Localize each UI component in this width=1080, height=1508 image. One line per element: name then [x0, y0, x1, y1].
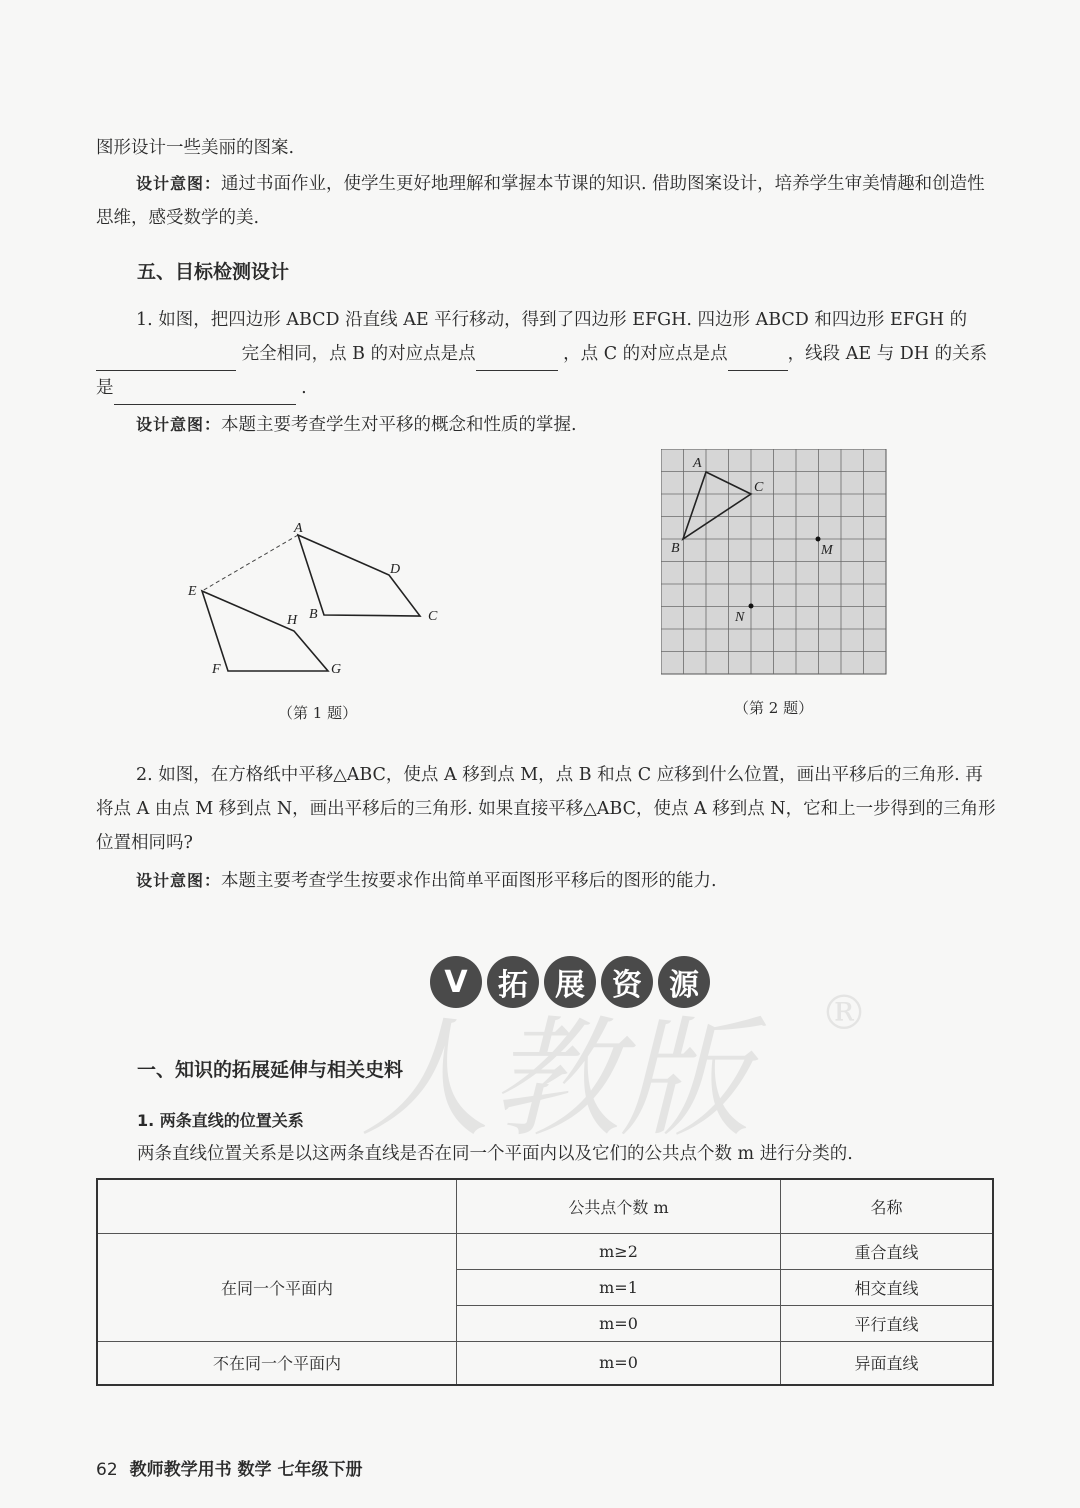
design-intent-text: 通过书面作业，使学生更好地理解和掌握本节课的知识. 借助图案设计，培养学生审美情趣和创造性思维，感受数学的美.: [96, 174, 985, 228]
table-cell-name: 相交直线: [781, 1269, 994, 1305]
label-n: N: [735, 610, 745, 625]
table-row: [97, 1233, 993, 1269]
question-2: 2. 如图，在方格纸中平移△ABC，使点 A 移到点 M，点 B 和点 C 应移到什么位置，画出平移后的三角形. 再将点 A 由点 M 移到点 N，画出平移后的三角形. 如果直接平移△ABC，使点 A 移到点 N，它和上一步得到的三角形位置相同吗?: [96, 765, 996, 853]
page-number: 62: [96, 1460, 118, 1480]
q1-blank-1[interactable]: [96, 348, 236, 371]
table-header-name: 名称: [781, 1179, 994, 1233]
table-cell-name: 平行直线: [781, 1305, 994, 1341]
table-cell-name: 异面直线: [781, 1341, 994, 1385]
q1-intent: [96, 408, 996, 442]
section-banner: [430, 956, 710, 1012]
point-n: [749, 604, 754, 609]
q1-text-3: ，点 C 的对应点是点: [563, 344, 728, 364]
q1-text-5: .: [301, 378, 307, 398]
banner-char-3: 展: [544, 956, 596, 1008]
banner-char-5: 源: [658, 956, 710, 1008]
caption-figure-1: （第 1 题）: [278, 704, 358, 722]
label-e: E: [188, 584, 197, 599]
q1-blank-2[interactable]: [476, 348, 558, 371]
q1-text-2: 完全相同，点 B 的对应点是点: [241, 344, 476, 364]
label-h: H: [287, 613, 298, 628]
label-b: B: [671, 541, 680, 556]
quad-efgh: [202, 591, 328, 671]
label-c: C: [428, 609, 438, 624]
q1-text-4: ，线段 AE 与 DH 的关系是: [96, 344, 988, 398]
table-cell-name: 重合直线: [781, 1233, 994, 1269]
q2-intent: [96, 864, 996, 898]
banner-char-1: V: [430, 956, 482, 1008]
q1-text-1: 1. 如图，把四边形 ABCD 沿直线 AE 平行移动，得到了四边形 EFGH. 四边形 ABCD 和四边形 EFGH 的: [136, 310, 968, 330]
intro-line: 图形设计一些美丽的图案.: [96, 138, 295, 158]
table-header-row: [97, 1179, 993, 1233]
page-footer: [96, 1455, 362, 1480]
q2-intent-label: 设计意图：: [136, 871, 222, 890]
q1-intent-label: 设计意图：: [136, 415, 222, 434]
dashed-line-ae: [202, 535, 298, 591]
watermark-registered: ®: [820, 985, 868, 1041]
label-g: G: [331, 662, 342, 677]
question-1: [96, 303, 996, 405]
q1-intent-text: 本题主要考查学生对平移的概念和性质的掌握.: [221, 415, 577, 435]
q1-blank-3[interactable]: [728, 348, 788, 371]
table-header-empty: [97, 1179, 457, 1233]
label-d: D: [390, 562, 401, 577]
banner-char-4: 资: [601, 956, 653, 1008]
point-m: [816, 537, 821, 542]
q2-intent-text: 本题主要考查学生按要求作出简单平面图形平移后的图形的能力.: [221, 871, 717, 891]
caption-figure-2: （第 2 题）: [734, 699, 814, 717]
label-c: C: [754, 480, 764, 495]
line-relation-table: [96, 1178, 994, 1386]
book-title: 教师教学用书 数学 七年级下册: [129, 1460, 363, 1480]
watermark-text: 人教版: [360, 1003, 751, 1155]
section5-title: 五、目标检测设计: [137, 261, 290, 283]
table-cell-m: m=0: [457, 1305, 781, 1341]
label-a: A: [294, 521, 303, 536]
quad-abcd: [298, 535, 420, 616]
table-cell-m: m=0: [457, 1341, 781, 1385]
table-group-same-plane: 在同一个平面内: [97, 1233, 457, 1341]
q1-blank-4[interactable]: [114, 382, 296, 405]
table-group-diff-plane: 不在同一个平面内: [97, 1341, 457, 1385]
design-intent-label: 设计意图：: [136, 174, 222, 193]
label-f: F: [212, 662, 221, 677]
label-b: B: [309, 607, 318, 622]
table-cell-m: m=1: [457, 1269, 781, 1305]
table-cell-m: m≥2: [457, 1233, 781, 1269]
banner-char-2: 拓: [487, 956, 539, 1008]
sub1-text: 两条直线位置关系是以这两条直线是否在同一个平面内以及它们的公共点个数 m 进行分类的.: [137, 1144, 853, 1164]
label-a: A: [693, 456, 702, 471]
figure-2-grid: [661, 449, 887, 675]
label-m: M: [821, 543, 833, 558]
sub1-title: 1. 两条直线的位置关系: [137, 1111, 304, 1130]
section1-title: 一、知识的拓展延伸与相关史料: [137, 1059, 404, 1081]
figure-1-quadrilaterals: [170, 510, 460, 690]
design-intent-1: [96, 167, 996, 235]
table-header-m: 公共点个数 m: [457, 1179, 781, 1233]
table-row: [97, 1341, 993, 1385]
